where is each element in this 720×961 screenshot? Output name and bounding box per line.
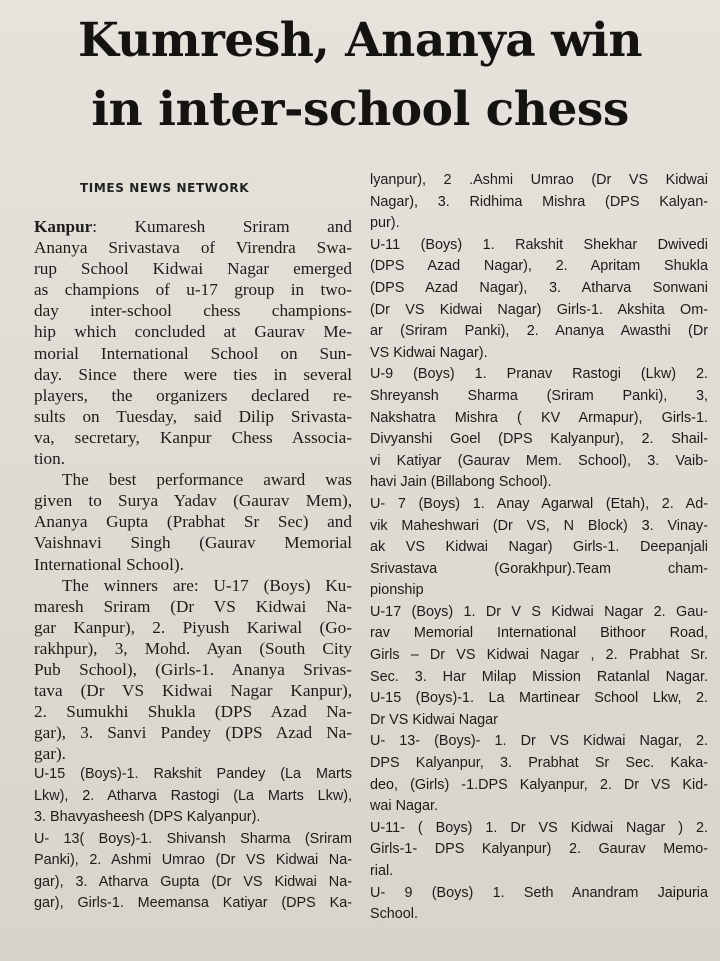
- text-line: rakhpur), 3, Mohd. Ayan (South City: [34, 638, 352, 658]
- text-line: U-17 (Boys) 1. Dr V S Kidwai Nagar 2. Gau-: [370, 603, 708, 620]
- text-line: ar (Sriram Panki), 2. Ananya Awasthi (Dr: [370, 323, 708, 340]
- text-line: pur).: [370, 215, 400, 232]
- text-line: given to Surya Yadav (Gaurav Mem),: [34, 491, 352, 511]
- article-body: [34, 216, 352, 915]
- text-line: (DPS Azad Nagar), 2. Apritam Shukla: [370, 258, 708, 275]
- text-line: U- 9 (Boys) 1. Seth Anandram Jaipuria: [370, 884, 708, 901]
- text-line: day. Since there were ties in several: [34, 364, 352, 384]
- text-line: U- 7 (Boys) 1. Anay Agarwal (Etah), 2. Ad-: [370, 495, 708, 512]
- text-line: Sec. 3. Har Milap Mission Ratanlal Nagar.: [370, 668, 708, 685]
- text-line: ak VS Kidwai Nagar) Girls-1. Deepanjali: [370, 539, 708, 556]
- text-line: U- 13( Boys)-1. Shivansh Sharma (Sriram: [34, 830, 352, 847]
- text-line: morial International School on Sun-: [34, 343, 352, 363]
- text-line: U-11- ( Boys) 1. Dr VS Kidwai Nagar ) 2.: [370, 819, 708, 836]
- text-line: va, secretary, Kanpur Chess Associa-: [34, 427, 352, 447]
- text-line: 3. Bhavyasheesh (DPS Kalyanpur).: [34, 809, 261, 826]
- text-line: Dr VS Kidwai Nagar: [370, 711, 498, 728]
- text-line: The best performance award was: [62, 470, 352, 490]
- text-line: VS Kidwai Nagar).: [370, 344, 488, 361]
- headline-line-2: in inter-school chess: [91, 82, 629, 137]
- text-line: Girls – Dr VS Kidwai Nagar , 2. Prabhat Sr.: [370, 647, 708, 664]
- text-line: Shreyansh Sharma (Sriram Panki), 3,: [370, 387, 708, 404]
- dateline-continuation: : Kumaresh Sriram and: [92, 217, 352, 236]
- text-line: U-15 (Boys)-1. La Martinear School Lkw, 2.: [370, 690, 708, 707]
- text-line: (Dr VS Kidwai Nagar) Girls-1. Akshita Om-: [370, 301, 708, 318]
- text-line: day inter-school chess champions-: [34, 301, 352, 321]
- text-line: Nagar), 3. Ridhima Mishra (DPS Kalyan-: [370, 193, 708, 210]
- right-column: [370, 170, 708, 926]
- text-line: players, the organizers declared re-: [34, 385, 352, 405]
- left-column: [34, 170, 352, 915]
- text-line: deo, (Girls) -1.DPS Kalyanpur, 2. Dr VS Kid-: [370, 776, 708, 793]
- text-line: U-9 (Boys) 1. Pranav Rastogi (Lkw) 2.: [370, 366, 708, 383]
- text-line: lyanpur), 2 .Ashmi Umrao (Dr VS Kidwai: [370, 172, 708, 188]
- text-line: havi Jain (Billabong School).: [370, 474, 552, 491]
- text-line: Divyanshi Goel (DPS Kalyanpur), 2. Shail-: [370, 431, 708, 448]
- text-line: Srivastava (Gorakhpur).Team cham-: [370, 560, 708, 577]
- results-list: [370, 170, 708, 926]
- text-line: gar), 3. Sanvi Pandey (DPS Azad Na-: [34, 723, 352, 743]
- text-line: Pub School), (Girls-1. Ananya Srivas-: [34, 659, 352, 679]
- text-line: gar), 3. Atharva Gupta (Dr VS Kidwai Na-: [34, 873, 352, 890]
- text-line: wai Nagar.: [370, 798, 438, 815]
- text-line: Panki), 2. Ashmi Umrao (Dr VS Kidwai Na-: [34, 852, 352, 869]
- text-line: maresh Sriram (Dr VS Kidwai Na-: [34, 596, 352, 616]
- text-line: rial.: [370, 863, 394, 879]
- byline: TIMES NEWS NETWORK: [80, 181, 250, 195]
- text-line: The winners are: U-17 (Boys) Ku-: [62, 575, 352, 595]
- text-line: tava (Dr VS Kidwai Nagar Kanpur),: [34, 681, 352, 701]
- text-line: pionship: [370, 582, 424, 599]
- text-line: School.: [370, 906, 418, 923]
- text-line: Vaishnavi Singh (Gaurav Memorial: [34, 533, 352, 553]
- headline-line-1: Kumresh, Ananya win: [77, 13, 643, 68]
- text-line: Lkw), 2. Atharva Rastogi (La Marts Lkw),: [34, 787, 352, 804]
- text-line: hip which concluded at Gaurav Me-: [34, 322, 352, 342]
- text-line: U- 13- (Boys)- 1. Dr VS Kidwai Nagar, 2.: [370, 733, 708, 750]
- text-line: International School).: [34, 554, 184, 574]
- text-line: Girls-1- DPS Kalyanpur) 2. Gaurav Memo-: [370, 841, 708, 858]
- text-line: rav Memorial International Bithoor Road,: [370, 625, 708, 642]
- text-line: gar Kanpur), 2. Piyush Kariwal (Go-: [34, 617, 352, 637]
- text-line: Nakshatra Mishra ( KV Armapur), Girls-1.: [370, 409, 708, 426]
- text-line: DPS Kalyanpur, 3. Prabhat Sr Sec. Kaka-: [370, 755, 708, 772]
- text-line: sults on Tuesday, said Dilip Srivasta-: [34, 406, 352, 426]
- text-line: as champions of u-17 group in two-: [34, 280, 352, 300]
- dateline: Kanpur: [34, 217, 93, 236]
- text-line: gar), Girls-1. Meemansa Katiyar (DPS Ka-: [34, 895, 352, 912]
- text-line: Ananya Gupta (Prabhat Sr Sec) and: [34, 512, 352, 532]
- text-line: [34, 216, 352, 237]
- text-line: U-15 (Boys)-1. Rakshit Pandey (La Marts: [34, 766, 352, 783]
- text-line: vik Maheshwari (Dr VS, N Block) 3. Vinay-: [370, 517, 708, 534]
- text-line: rup School Kidwai Nagar emerged: [34, 259, 352, 279]
- text-line: vi Katiyar (Gaurav Mem. School), 3. Vaib-: [370, 452, 708, 469]
- text-line: gar).: [34, 744, 66, 764]
- text-line: tion.: [34, 449, 66, 469]
- text-line: (DPS Azad Nagar), 3. Atharva Sonwani: [370, 279, 708, 296]
- text-line: Ananya Srivastava of Virendra Swa-: [34, 238, 352, 258]
- text-line: U-11 (Boys) 1. Rakshit Shekhar Dwivedi: [370, 236, 708, 253]
- text-line: 2. Sumukhi Shukla (DPS Azad Na-: [34, 702, 352, 722]
